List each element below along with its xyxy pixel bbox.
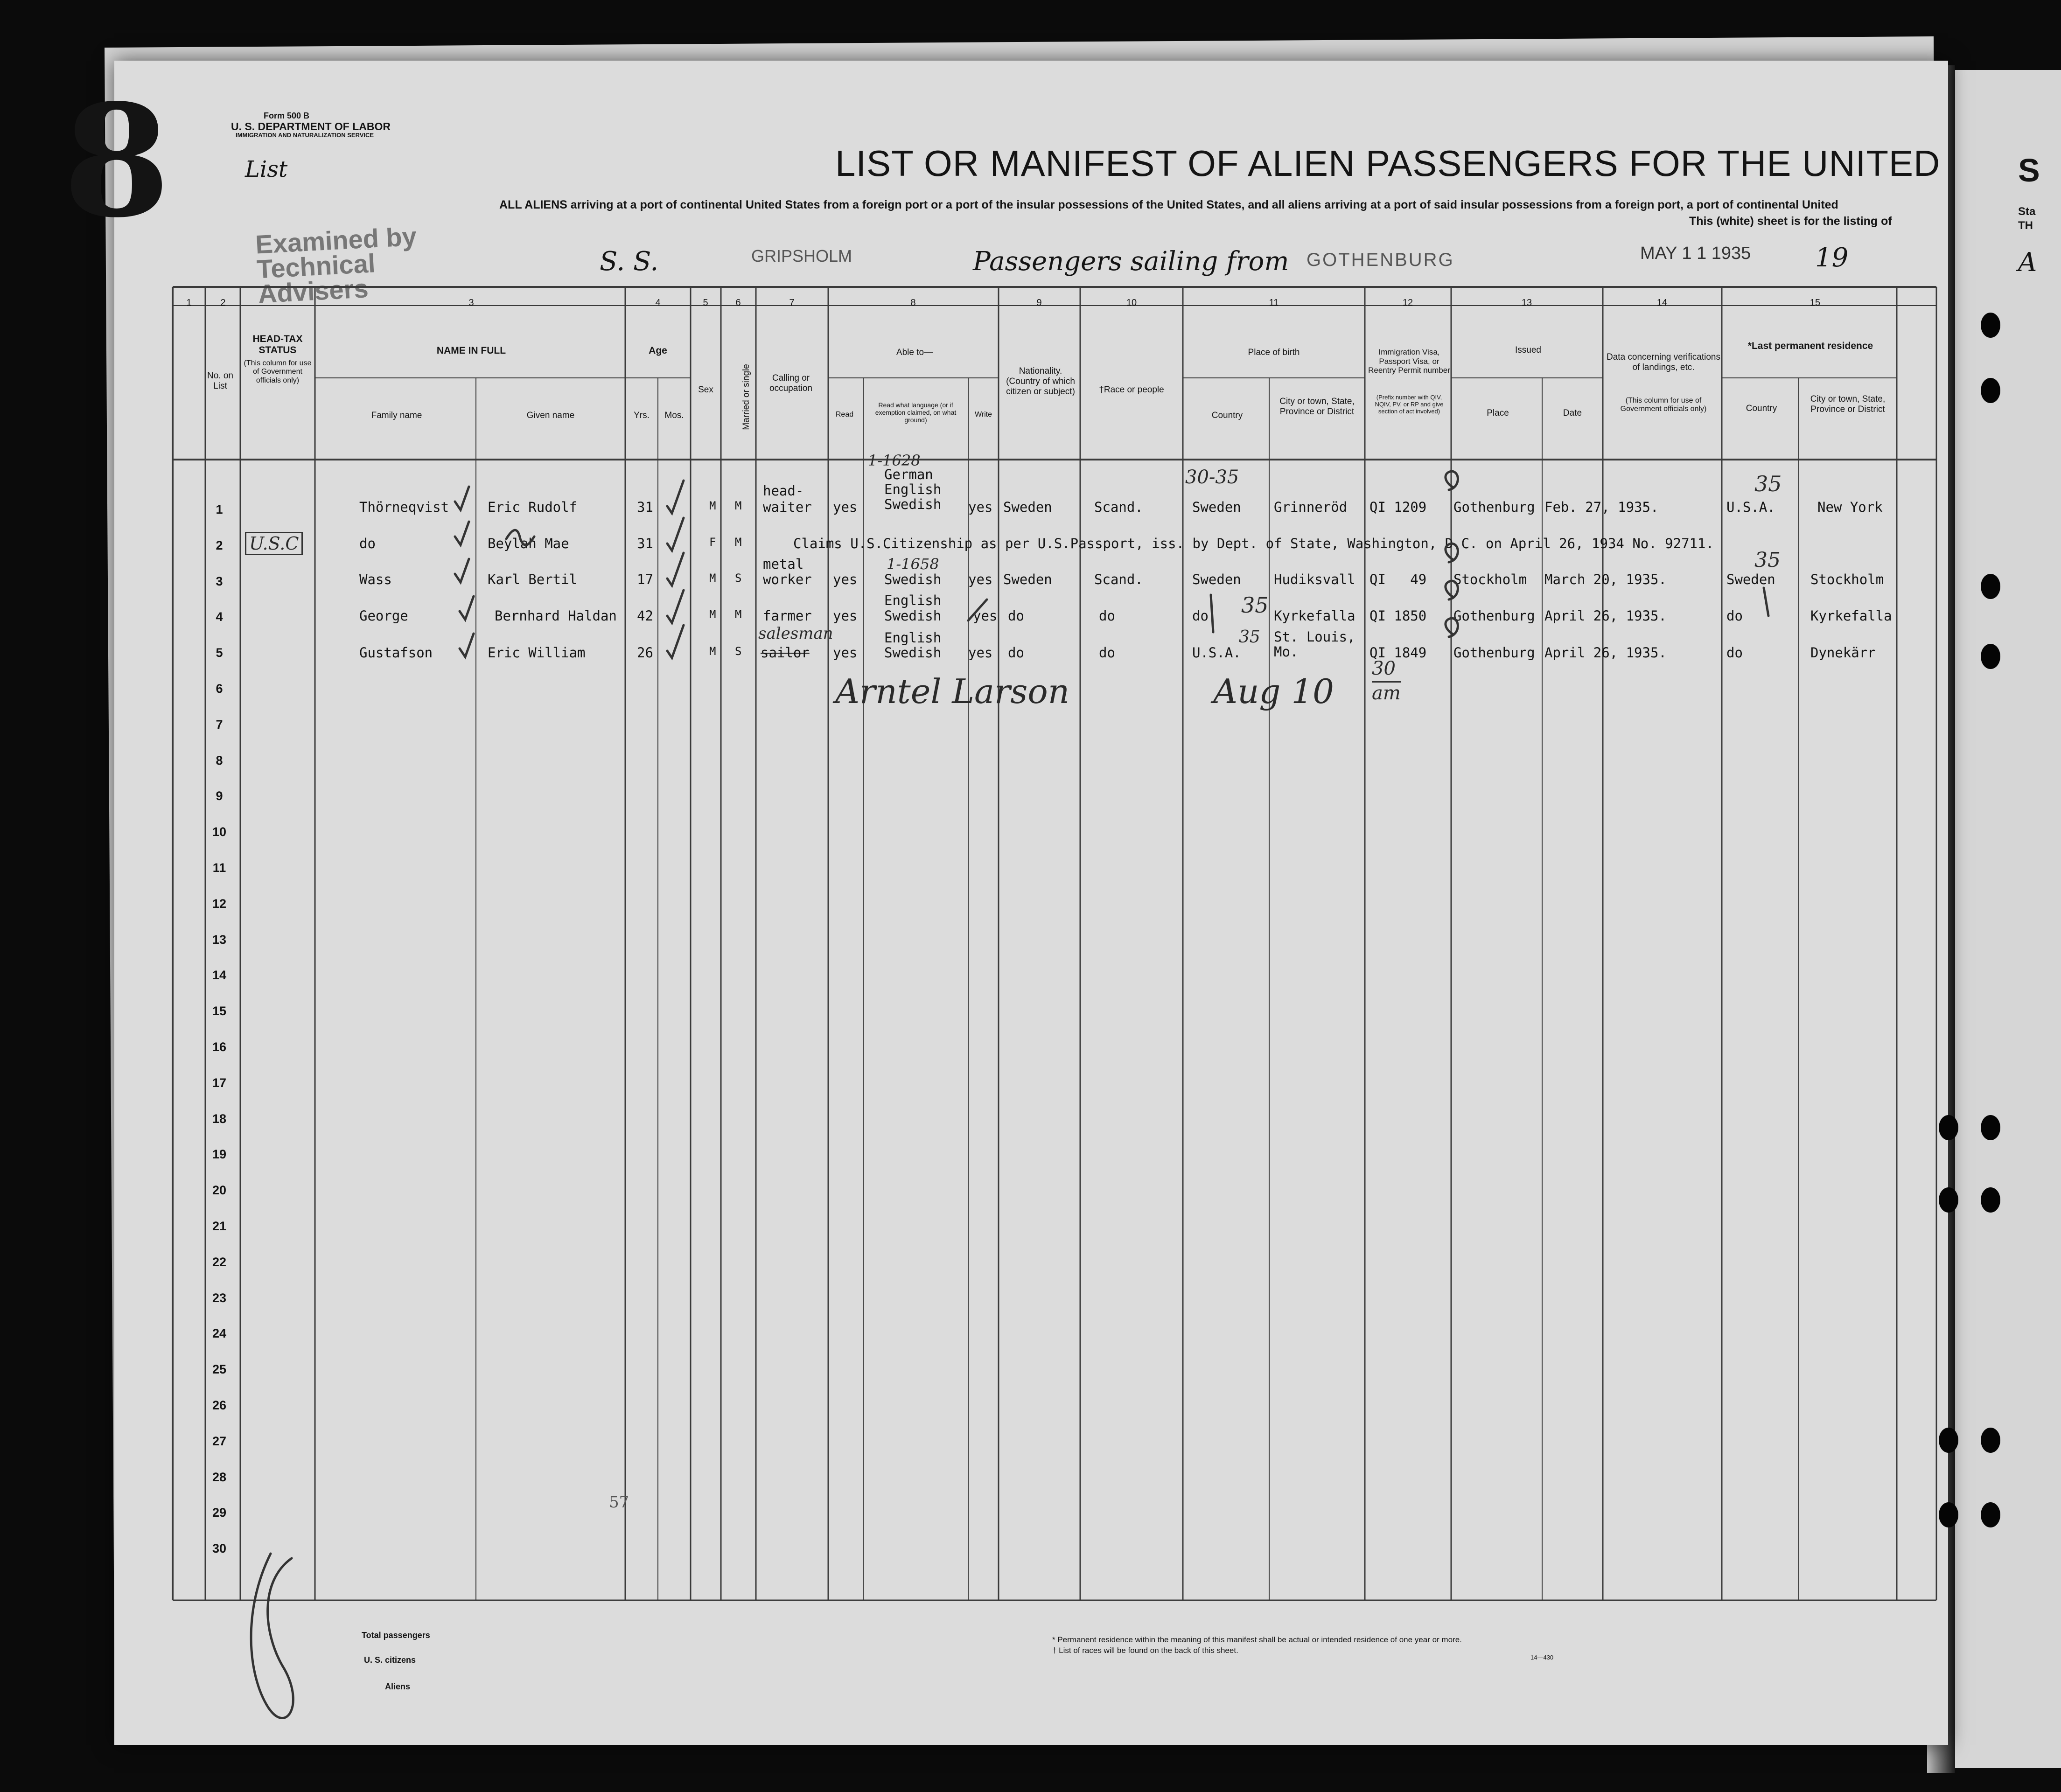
- row5-issued-place: Gothenburg: [1453, 645, 1535, 661]
- row4-issued-place: Gothenburg: [1453, 608, 1535, 624]
- column-number: 11: [1269, 298, 1279, 308]
- row-number: 13: [212, 932, 227, 947]
- row3-nationality: Sweden: [1003, 572, 1052, 587]
- row5-sex: M: [709, 645, 716, 658]
- header-head-tax: HEAD-TAX STATUS: [252, 334, 303, 356]
- date-stamp: MAY 1 1 1935: [1640, 244, 1751, 263]
- row-number: 9: [216, 789, 223, 803]
- header-birth-country: Country: [1211, 411, 1243, 420]
- row4-read: yes: [833, 608, 858, 624]
- row1-sex: M: [709, 499, 716, 512]
- row5-race: do: [1099, 645, 1115, 661]
- signature-date: Aug 10: [1213, 672, 1334, 711]
- header-sex: Sex: [698, 385, 713, 395]
- row-number: 24: [212, 1326, 227, 1341]
- facing-page-fragment-s: S: [2018, 152, 2040, 188]
- row4-age: 42: [637, 608, 653, 624]
- header-given-name: Given name: [526, 411, 575, 420]
- annotation-35-a: 35: [1754, 471, 1782, 496]
- row-number: 16: [212, 1040, 227, 1054]
- signature-time: 30: [1372, 658, 1396, 679]
- row3-read: yes: [833, 572, 858, 587]
- sailing-label: Passengers sailing from: [973, 246, 1289, 277]
- footer-us-citizens: U. S. citizens: [364, 1655, 416, 1665]
- punch-hole: [1939, 1187, 1958, 1213]
- row-number: 21: [212, 1219, 227, 1233]
- annotation-30-35: 30-35: [1185, 467, 1239, 488]
- row1-res-country: U.S.A.: [1726, 499, 1775, 515]
- row3-family-name: Wass: [359, 572, 392, 587]
- row5-issued-date: April 26, 1935.: [1544, 645, 1667, 661]
- row-number: 4: [216, 610, 223, 624]
- row-number: 23: [212, 1290, 227, 1305]
- row3-issued-place: Stockholm: [1453, 572, 1527, 587]
- row1-language-3: Swedish: [884, 496, 942, 512]
- row3-age: 17: [637, 572, 653, 587]
- row4-occupation: farmer: [763, 608, 812, 624]
- row-number: 5: [216, 646, 223, 660]
- header-issued-date: Date: [1563, 408, 1582, 418]
- row1-birth-country: Sweden: [1192, 499, 1241, 515]
- row1-language-1: German: [884, 467, 933, 482]
- row-number: 29: [212, 1506, 227, 1520]
- row4-birth-city: Kyrkefalla: [1274, 608, 1355, 624]
- row5-given-name: Eric William: [488, 645, 586, 661]
- signature-ampm: am: [1372, 681, 1401, 704]
- row5-language-2: Swedish: [884, 645, 942, 661]
- row-number: 25: [212, 1362, 227, 1377]
- header-age: Age: [649, 345, 667, 356]
- column-number: 14: [1656, 298, 1668, 308]
- header-no-on-list: No. on List: [207, 371, 233, 391]
- row-number: 26: [212, 1398, 227, 1412]
- row5-birth-city: St. Louis, Mo.: [1274, 629, 1355, 660]
- facing-page-fragment-sta: Sta: [2018, 205, 2036, 218]
- row5-family-name: Gustafson: [359, 645, 433, 661]
- inspector-signature: Arntel Larson: [835, 672, 1070, 711]
- footer-total-passengers: Total passengers: [362, 1631, 430, 1640]
- row-number: 14: [212, 968, 227, 983]
- facing-page-fragment-th: TH: [2018, 219, 2033, 232]
- row-number: 8: [216, 753, 223, 767]
- row1-age: 31: [637, 499, 653, 515]
- header-place-of-birth: Place of birth: [1248, 348, 1300, 357]
- column-number: 3: [468, 298, 474, 308]
- header-birth-city: City or town, State, Province or District: [1279, 397, 1355, 417]
- footer-note-races: † List of races will be found on the back of this sheet.: [1052, 1646, 1238, 1655]
- column-number: 5: [703, 298, 708, 308]
- row1-language-2: English: [884, 481, 942, 497]
- row4-res-country: do: [1726, 608, 1743, 624]
- row4-family-name: George: [359, 608, 408, 624]
- row1-race: Scand.: [1094, 499, 1143, 515]
- port-name: GOTHENBURG: [1306, 250, 1454, 270]
- header-yrs: Yrs.: [634, 411, 650, 420]
- row1-issued-date: Feb. 27, 1935.: [1544, 499, 1659, 515]
- column-number: 4: [655, 298, 661, 308]
- column-number: 6: [735, 298, 741, 308]
- row1-nationality: Sweden: [1003, 499, 1052, 515]
- row4-sex: M: [709, 608, 716, 621]
- header-name-in-full: NAME IN FULL: [436, 345, 506, 356]
- row1-occupation-1: head-: [763, 483, 804, 499]
- row4-nationality: do: [1008, 608, 1024, 624]
- footer-form-code: 14—430: [1530, 1654, 1554, 1661]
- row-number: 3: [216, 574, 223, 588]
- row-number: 18: [212, 1111, 227, 1126]
- row1-write: yes: [968, 499, 993, 515]
- header-issued-place: Place: [1487, 408, 1509, 418]
- row-number: 28: [212, 1470, 227, 1484]
- punch-hole: [1981, 1428, 2000, 1453]
- column-number: 8: [910, 298, 916, 308]
- row1-given-name: Eric Rudolf: [488, 499, 578, 515]
- header-nationality: Nationality. (Country of which citizen or subject): [1006, 366, 1075, 397]
- row-number: 7: [216, 717, 223, 732]
- row4-language-2: Swedish: [884, 608, 942, 624]
- annotation-35-c: 35: [1241, 593, 1269, 618]
- row4-language-1: English: [884, 593, 942, 608]
- header-read-language: Read what language (or if exemption claimed, on what ground): [875, 401, 957, 424]
- row3-occupation-1: metal: [763, 556, 804, 572]
- row3-res-city: Stockholm: [1810, 572, 1884, 587]
- annotation-35-b: 35: [1754, 548, 1781, 572]
- row4-race: do: [1099, 608, 1115, 624]
- annotation-35-d: 35: [1239, 628, 1260, 647]
- row2-age: 31: [637, 536, 653, 551]
- row2-family-name: do: [359, 536, 376, 551]
- header-head-tax-note: (This column for use of Government officials only): [244, 359, 312, 384]
- service: IMMIGRATION AND NATURALIZATION SERVICE: [236, 132, 374, 139]
- punch-hole: [1981, 1115, 2000, 1140]
- column-number: 15: [1809, 298, 1821, 308]
- row1-occupation-2: waiter: [763, 499, 812, 515]
- row-number: 17: [212, 1075, 227, 1090]
- row4-given-name: Bernhard Haldan: [495, 608, 617, 624]
- subtitle-line2: This (white) sheet is for the listing of: [1689, 215, 1892, 228]
- row3-res-country: Sweden: [1726, 572, 1775, 587]
- header-family-name: Family name: [371, 411, 422, 420]
- row-number: 19: [212, 1147, 227, 1162]
- column-number: 1: [186, 298, 192, 308]
- header-issued: Issued: [1515, 345, 1541, 355]
- page-count: 57: [609, 1493, 629, 1512]
- row-number: 10: [212, 825, 227, 839]
- annotation-row3-number: 1-1658: [887, 555, 939, 573]
- row5-res-country: do: [1726, 645, 1743, 661]
- header-res-country: Country: [1746, 404, 1777, 413]
- year-label: 19: [1815, 243, 1849, 273]
- punch-hole: [1981, 644, 2000, 669]
- header-able-to: Able to—: [896, 348, 933, 357]
- row5-res-city: Dynekärr: [1810, 645, 1876, 661]
- header-married: Married or single: [741, 364, 752, 430]
- row3-race: Scand.: [1094, 572, 1143, 587]
- row2-given-name: Beylah Mae: [488, 536, 569, 551]
- row1-birth-city: Grinneröd: [1274, 499, 1348, 515]
- column-number: 12: [1402, 298, 1413, 308]
- row5-language-1: English: [884, 630, 942, 646]
- row5-occupation-correction: salesman: [758, 624, 833, 643]
- header-data-note: (This column for use of Government officials only): [1620, 397, 1707, 413]
- header-visa-note: (Prefix number with QIV, NQIV, PV, or RP and give section of act involved): [1375, 394, 1444, 415]
- header-data-concerning: Data concerning verifications of landings, etc.: [1607, 352, 1720, 372]
- row1-visa: QI 1209: [1369, 499, 1427, 515]
- row1-read: yes: [833, 499, 858, 515]
- punch-hole: [1939, 1502, 1958, 1527]
- punch-hole: [1981, 574, 2000, 599]
- list-label: List: [245, 156, 288, 182]
- header-visa: Immigration Visa, Passport Visa, or Reentry Permit number: [1368, 348, 1450, 375]
- row3-given-name: Karl Bertil: [488, 572, 578, 587]
- column-number: 10: [1126, 298, 1137, 308]
- row-number: 1: [216, 502, 223, 516]
- department: U. S. DEPARTMENT OF LABOR: [231, 120, 391, 132]
- row3-write: yes: [968, 572, 993, 587]
- subtitle-line1: ALL ALIENS arriving at a port of continental United States from a foreign port or a port of the insular possessions of the United States, and all aliens arriving at a port of said insular possessions from a foreign port, a port of continental United: [499, 198, 1838, 211]
- row-number: 6: [216, 682, 223, 696]
- row-number: 15: [212, 1004, 227, 1018]
- footer-note-residence: * Permanent residence within the meaning of this manifest shall be actual or intended residence of one year or more.: [1052, 1635, 1462, 1644]
- header-last-residence: *Last permanent residence: [1747, 341, 1873, 351]
- punch-hole: [1981, 378, 2000, 403]
- footer-aliens: Aliens: [385, 1682, 411, 1691]
- row3-language-1: Swedish: [884, 572, 942, 587]
- row5-age: 26: [637, 645, 653, 661]
- row4-married: M: [735, 608, 742, 621]
- column-number: 7: [789, 298, 795, 308]
- examined-stamp: Examined by Technical Advisers: [254, 221, 418, 309]
- header-mos: Mos.: [664, 411, 684, 420]
- row5-birth-country: U.S.A.: [1192, 645, 1241, 661]
- row-number: 30: [212, 1541, 227, 1556]
- row3-visa: QI 49: [1369, 572, 1427, 587]
- row3-sex: M: [709, 572, 716, 585]
- form-number: Form 500 B: [264, 111, 310, 120]
- manifest-title: LIST OR MANIFEST OF ALIEN PASSENGERS FOR THE UNITED: [835, 143, 1941, 184]
- row4-issued-date: April 26, 1935.: [1544, 608, 1667, 624]
- row-number: 20: [212, 1183, 227, 1198]
- row4-visa: QI 1850: [1369, 608, 1427, 624]
- row1-issued-place: Gothenburg: [1453, 499, 1535, 515]
- annotation-row1-number: 1-1628: [868, 452, 921, 469]
- row-number: 27: [212, 1434, 227, 1448]
- row3-birth-city: Hudiksvall: [1274, 572, 1355, 587]
- row3-issued-date: March 20, 1935.: [1544, 572, 1667, 587]
- header-write: Write: [974, 411, 992, 418]
- row4-birth-country: do: [1192, 608, 1209, 624]
- row2-sex: F: [709, 536, 716, 549]
- header-calling: Calling or occupation: [769, 373, 812, 393]
- row1-family-name: Thörneqvist: [359, 499, 449, 515]
- row2-married: M: [735, 536, 742, 549]
- header-race: †Race or people: [1099, 385, 1164, 395]
- row4-write: yes: [973, 608, 998, 624]
- ship-name: GRIPSHOLM: [751, 246, 852, 265]
- punch-hole: [1981, 1187, 2000, 1213]
- row3-married: S: [735, 572, 742, 585]
- row5-nationality: do: [1008, 645, 1024, 661]
- row-number: 2: [216, 538, 223, 552]
- row-number: 12: [212, 896, 227, 911]
- row3-birth-country: Sweden: [1192, 572, 1241, 587]
- list-number: 8: [63, 70, 170, 251]
- row1-res-city: New York: [1817, 499, 1883, 515]
- row2-citizenship-claim: Claims U.S.Citizenship as per U.S.Passport, iss. by Dept. of State, Washington, D.C. on April 26, 1934 No. 92711.: [793, 536, 1714, 551]
- row3-occupation-2: worker: [763, 572, 812, 587]
- row2-head-tax: U.S.C: [245, 532, 303, 555]
- header-res-city: City or town, State, Province or District: [1810, 394, 1886, 414]
- row5-write: yes: [968, 645, 993, 661]
- row5-read: yes: [833, 645, 858, 661]
- header-read: Read: [835, 411, 854, 418]
- row1-married: M: [735, 499, 742, 512]
- row4-res-city: Kyrkefalla: [1810, 608, 1892, 624]
- row5-visa: QI 1849: [1369, 645, 1427, 661]
- ss-label: S. S.: [600, 246, 659, 277]
- column-number: 9: [1036, 298, 1042, 308]
- row-number: 22: [212, 1255, 227, 1269]
- punch-hole: [1939, 1428, 1958, 1453]
- facing-page-fragment-a: A: [2018, 247, 2037, 278]
- column-number: 2: [220, 298, 226, 308]
- row5-occupation-original: sailor: [761, 645, 810, 661]
- punch-hole: [1981, 313, 2000, 338]
- punch-hole: [1981, 1502, 2000, 1527]
- row5-married: S: [735, 645, 742, 658]
- column-number: 13: [1521, 298, 1532, 308]
- row-number: 11: [212, 861, 226, 875]
- punch-hole: [1939, 1115, 1958, 1140]
